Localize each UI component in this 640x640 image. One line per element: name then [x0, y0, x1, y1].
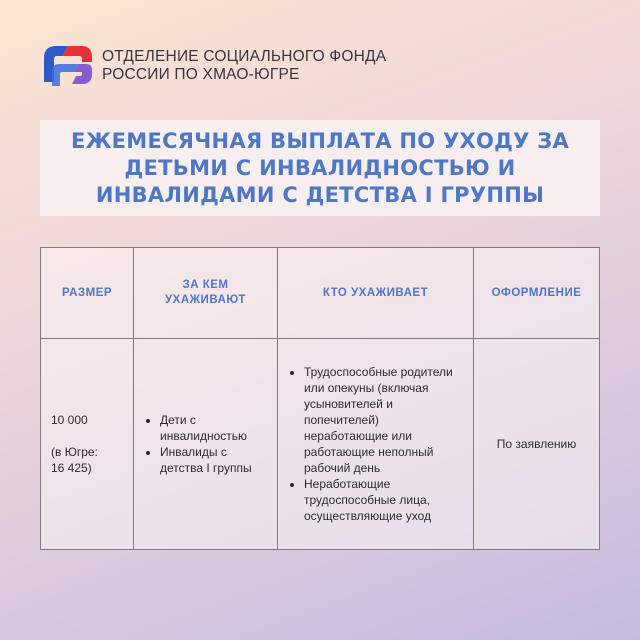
page-title	[71, 128, 569, 209]
amount-value: 10 000	[51, 413, 88, 427]
payment-info-table	[40, 247, 600, 550]
table-row	[41, 339, 600, 550]
cell-registration: По заявлению	[474, 339, 600, 550]
page-title-line2: ДЕТЬМИ С ИНВАЛИДНОСТЬЮ И	[124, 155, 516, 180]
header-whom-line2: УХАЖИВАЮТ	[165, 294, 246, 306]
header-whom	[134, 248, 278, 339]
cell-whom	[134, 339, 278, 550]
list-item: • Дети с инвалидностью	[160, 412, 267, 444]
social-fund-logo-icon	[38, 40, 96, 92]
amount-note-line2: 16 425)	[51, 461, 92, 475]
whom-list	[144, 412, 267, 476]
organization-name-line1: ОТДЕЛЕНИЕ СОЦИАЛЬНОГО ФОНДА	[102, 48, 387, 65]
table-header-row	[41, 248, 600, 339]
page-title-line1: ЕЖЕМЕСЯЧНАЯ ВЫПЛАТА ПО УХОДУ ЗА	[70, 128, 570, 153]
organization-name	[102, 48, 386, 84]
header	[38, 40, 386, 92]
header-who: КТО УХАЖИВАЕТ	[278, 248, 474, 339]
amount-note-line1: (в Югре:	[51, 445, 98, 459]
organization-name-line2: РОССИИ ПО ХМАО-ЮГРЕ	[102, 66, 300, 83]
list-item: • Инвалиды с детства I группы	[160, 444, 267, 476]
title-banner	[40, 120, 600, 216]
list-item: • Неработающие трудоспособные лица, осуществляющие уход	[304, 476, 463, 524]
list-item: • Трудоспособные родители или опекуны (включая усыновителей и попечителей) неработающие или работающие неполный рабочий день	[304, 364, 463, 476]
cell-amount	[41, 339, 134, 550]
header-whom-line1: ЗА КЕМ	[182, 279, 229, 291]
page-title-line3: ИНВАЛИДАМИ С ДЕТСТВА I ГРУППЫ	[95, 182, 545, 207]
who-list	[288, 364, 463, 524]
header-size: РАЗМЕР	[41, 248, 134, 339]
cell-who	[278, 339, 474, 550]
header-registration: ОФОРМЛЕНИЕ	[474, 248, 600, 339]
